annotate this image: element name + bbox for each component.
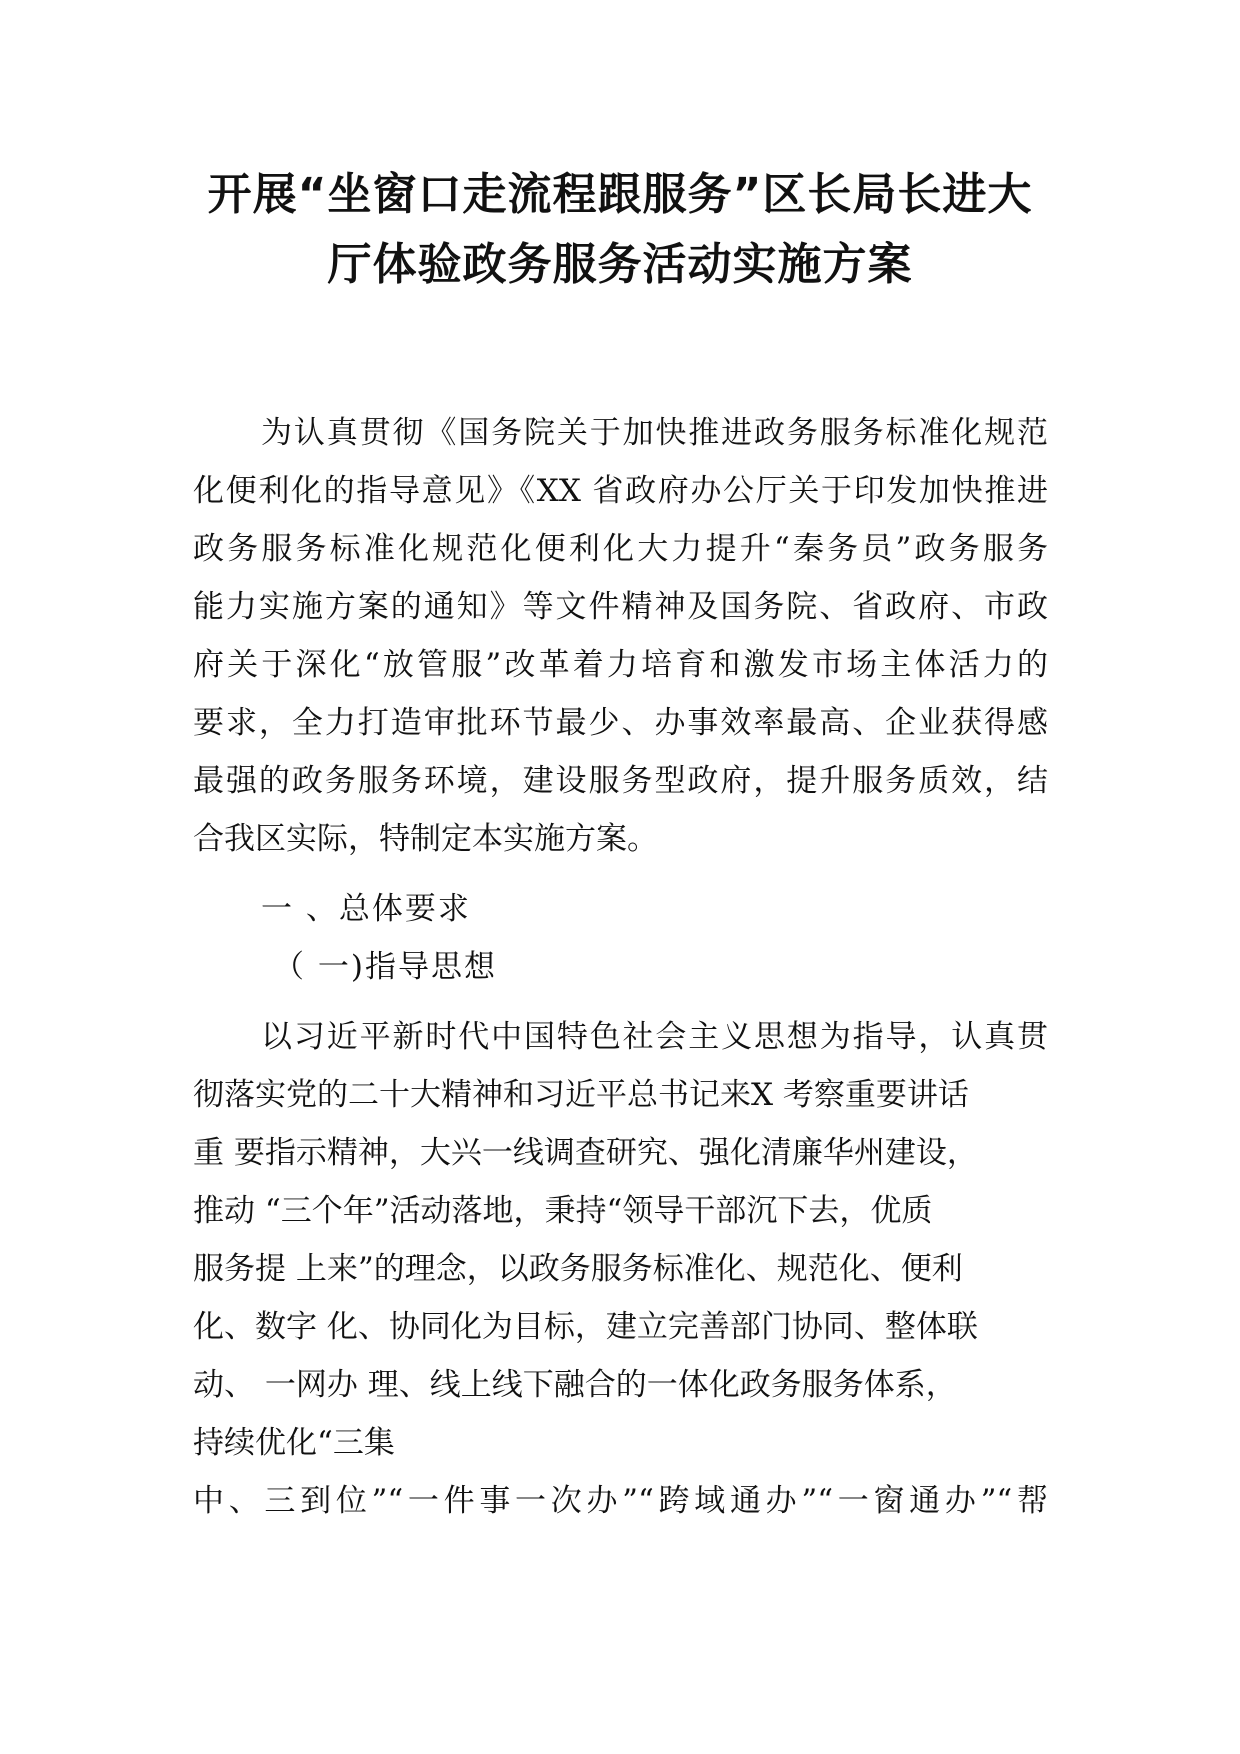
intro-line-6: 要求，全力打造审批环节最少、办事效率最高、企业获得感 bbox=[193, 705, 1048, 741]
intro-line-4: 能力实施方案的通知》等文件精神及国务院、省政府、市政 bbox=[193, 589, 1048, 625]
intro-line-5: 府关于深化“放管服”改革着力培育和激发市场主体活力的 bbox=[193, 647, 1048, 683]
document-title bbox=[180, 160, 1060, 300]
intro-line-1: 为认真贯彻《国务院关于加快推进政务服务标准化规范 bbox=[261, 415, 1048, 451]
intro-paragraph bbox=[193, 404, 1048, 868]
title-line-2: 厅体验政务服务活动实施方案 bbox=[327, 239, 913, 290]
guiding-line-4: 推动 “三个年”活动落地，秉持“领导干部沉下去，优质 bbox=[193, 1193, 933, 1229]
document-body bbox=[193, 404, 1048, 1530]
guiding-line-5: 服务提 上来”的理念，以政务服务标准化、规范化、便利 bbox=[193, 1251, 963, 1287]
guiding-line-6: 化、数字 化、协同化为目标，建立完善部门协同、整体联 bbox=[193, 1309, 978, 1345]
guiding-line-1: 以习近平新时代中国特色社会主义思想为指导，认真贯 bbox=[261, 1019, 1048, 1055]
title-line-1: 开展“坐窗口走流程跟服务”区长局长进大 bbox=[207, 169, 1033, 220]
guiding-line-9: 中、三到位”“一件事一次办”“跨域通办”“一窗通办”“帮 bbox=[193, 1483, 1048, 1519]
intro-line-2: 化便利化的指导意见》《XX 省政府办公厅关于印发加快推进 bbox=[193, 473, 1048, 509]
subsection-heading: （ 一)指导思想 bbox=[273, 949, 497, 985]
intro-line-8: 合我区实际，特制定本实施方案。 bbox=[193, 821, 658, 857]
guiding-line-8: 持续优化“三集 bbox=[193, 1425, 395, 1461]
guiding-line-7: 动、 一网办 理、线上线下融合的一体化政务服务体系， bbox=[193, 1367, 957, 1403]
section-heading: 一 、总体要求 bbox=[261, 891, 471, 927]
guiding-paragraph bbox=[193, 1008, 1048, 1530]
guiding-line-2: 彻落实党的二十大精神和习近平总书记来X 考察重要讲话 bbox=[193, 1077, 969, 1113]
guiding-line-3: 重 要指示精神，大兴一线调查研究、强化清廉华州建设， bbox=[193, 1135, 978, 1171]
intro-line-7: 最强的政务服务环境，建设服务型政府，提升服务质效，结 bbox=[193, 763, 1048, 799]
intro-line-3: 政务服务标准化规范化便利化大力提升“秦务员”政务服务 bbox=[193, 531, 1048, 567]
